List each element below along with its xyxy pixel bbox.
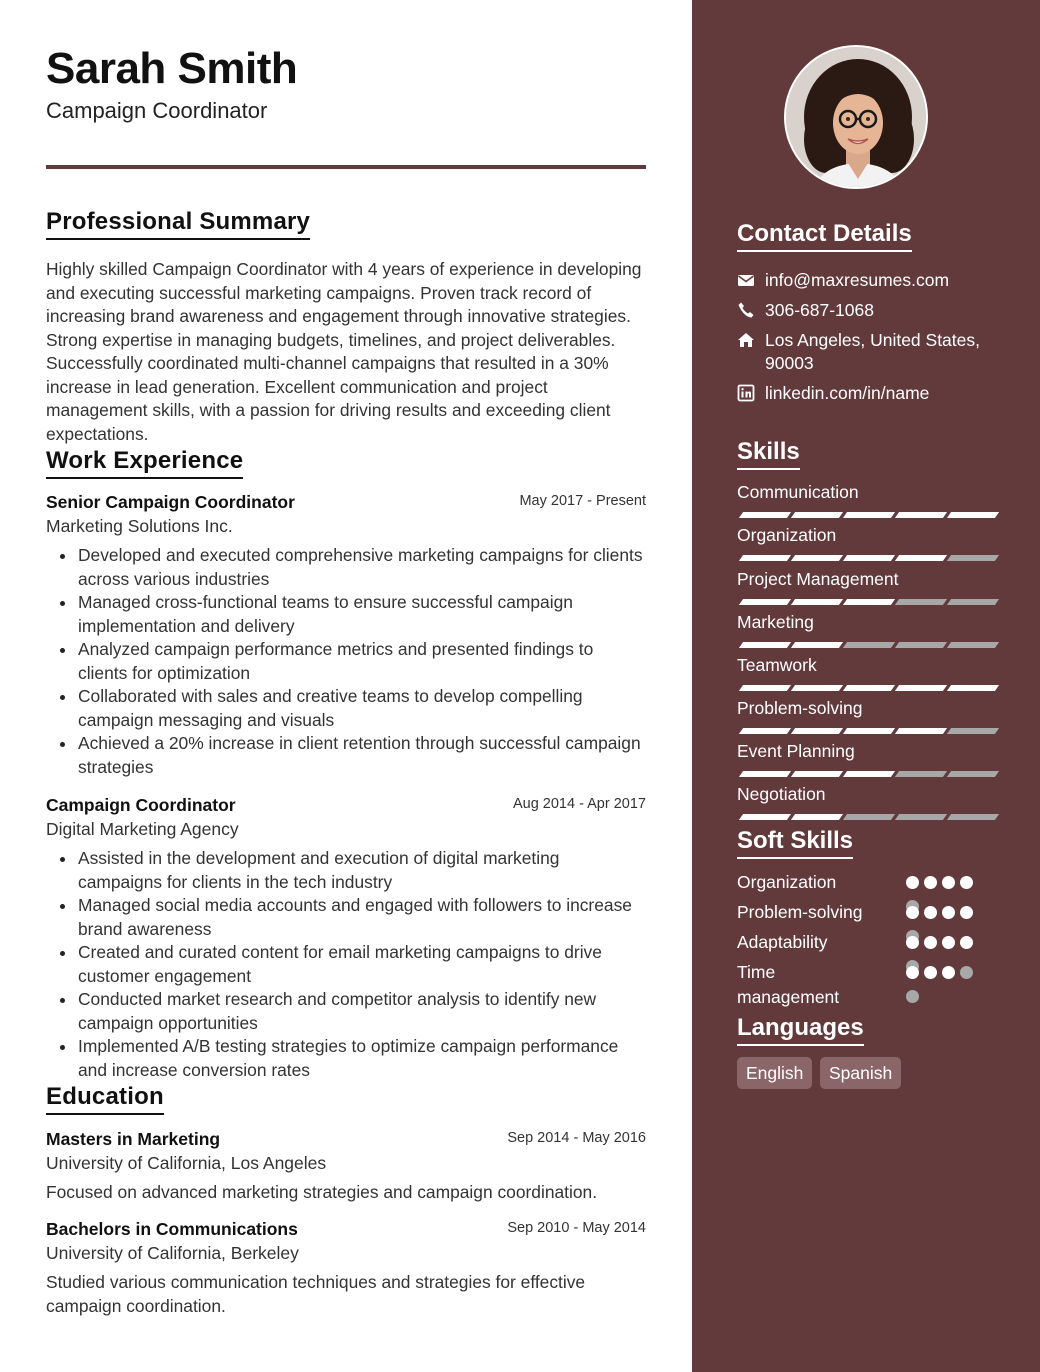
candidate-name: Sarah Smith <box>46 44 298 93</box>
linkedin-text[interactable]: linkedin.com/in/name <box>765 383 930 403</box>
skill-name: Project Management <box>737 569 899 589</box>
envelope-icon <box>737 271 755 289</box>
skill-name: Teamwork <box>737 655 817 675</box>
skill-segment-filled <box>895 728 947 734</box>
skill-segment-filled <box>739 814 791 820</box>
skill-segment-filled <box>843 555 895 561</box>
skill-segment-filled <box>739 642 791 648</box>
skill-segment-filled <box>739 555 791 561</box>
skill-level-bar <box>737 599 993 606</box>
rating-dot-filled <box>924 936 937 949</box>
skill-segment-filled <box>791 599 843 605</box>
candidate-title: Campaign Coordinator <box>46 98 268 123</box>
skill-segment-filled <box>791 771 843 777</box>
rating-dot-filled <box>942 876 955 889</box>
experience-item <box>46 492 646 779</box>
address-text: Los Angeles, United States, 90003 <box>765 330 980 373</box>
rating-dot-filled <box>942 936 955 949</box>
education-item <box>46 1129 646 1204</box>
skill-level-bar <box>737 512 993 519</box>
list-item: Developed and executed comprehensive marketing campaigns for clients across various industries <box>46 544 646 591</box>
rating-dot-filled <box>942 906 955 919</box>
rating-dot-empty <box>960 966 973 979</box>
rating-dot-filled <box>906 936 919 949</box>
skill-segment-empty <box>895 599 947 605</box>
summary-text: Highly skilled Campaign Coordinator with 4 years of experience in developing and executing successful marketing campaigns. Proven track record of increasing brand awareness and engagement through innovative strategies. Strong expertise in managing budgets, timelines, and project deliverables. Successfully coordinated multi-channel campaigns that resulted in a 30% increase in lead generation. Excellent communication and project management skills, with a passion for driving results and exceeding client expectations. <box>46 259 642 444</box>
skill-segment-filled <box>843 685 895 691</box>
rating-dot-filled <box>906 966 919 979</box>
skill-name: Event Planning <box>737 741 855 761</box>
skill-segment-empty <box>843 642 895 648</box>
degree-title: Bachelors in Communications <box>46 1219 298 1239</box>
skill-name: Organization <box>737 525 837 545</box>
list-item: Achieved a 20% increase in client retention through successful campaign strategies <box>46 732 646 779</box>
avatar <box>786 47 928 189</box>
skill-level-bar <box>737 642 993 649</box>
linkedin-icon <box>737 384 755 402</box>
skill-level-bar <box>737 814 993 821</box>
profile-photo <box>784 45 928 189</box>
rating-dot-filled <box>924 876 937 889</box>
language-tag: Spanish <box>820 1057 901 1089</box>
job-date: May 2017 - Present <box>519 493 646 509</box>
skill-segment-filled <box>791 814 843 820</box>
skill-segment-filled <box>791 728 843 734</box>
rating-dot-filled <box>906 876 919 889</box>
skill-segment-empty <box>947 642 999 648</box>
list-item: Managed social media accounts and engaged with followers to increase brand awareness <box>46 894 646 941</box>
job-company: Digital Marketing Agency <box>46 819 239 839</box>
skill-segment-filled <box>791 555 843 561</box>
soft-skill-name: Problem-solving <box>737 902 863 922</box>
job-title: Campaign Coordinator <box>46 795 236 815</box>
list-item: Collaborated with sales and creative teams to develop compelling campaign messaging and visuals <box>46 685 646 732</box>
skill-segment-empty <box>895 642 947 648</box>
experience-item <box>46 795 646 1082</box>
list-item: Implemented A/B testing strategies to optimize campaign performance and increase conversion rates <box>46 1035 646 1082</box>
job-date: Aug 2014 - Apr 2017 <box>512 796 646 812</box>
section-heading-soft-skills: Soft Skills <box>737 827 853 859</box>
education-date: Sep 2014 - May 2016 <box>507 1130 646 1146</box>
list-item: Created and curated content for email marketing campaigns to drive customer engagement <box>46 941 646 988</box>
skill-level-bar <box>737 771 993 778</box>
section-heading-languages: Languages <box>737 1014 864 1046</box>
skill-name: Negotiation <box>737 784 826 804</box>
phone-text: 306-687-1068 <box>765 300 874 320</box>
home-icon <box>737 331 755 349</box>
section-heading-experience: Work Experience <box>46 447 243 479</box>
list-item: Managed cross-functional teams to ensure successful campaign implementation and delivery <box>46 591 646 638</box>
skill-segment-filled <box>739 728 791 734</box>
rating-dot-filled <box>906 906 919 919</box>
skill-name: Communication <box>737 482 859 502</box>
rating-dot-filled <box>960 936 973 949</box>
skill-segment-filled <box>895 685 947 691</box>
skill-segment-filled <box>947 685 999 691</box>
skill-segment-empty <box>947 814 999 820</box>
education-description: Studied various communication techniques and strategies for effective campaign coordination. <box>46 1272 586 1316</box>
skill-segment-filled <box>947 512 999 518</box>
list-item: Analyzed campaign performance metrics and presented findings to clients for optimization <box>46 638 646 685</box>
section-heading-contact: Contact Details <box>737 220 912 252</box>
soft-skill-name: Time management <box>737 962 840 1007</box>
skill-segment-filled <box>895 512 947 518</box>
list-item: Conducted market research and competitor analysis to identify new campaign opportunities <box>46 988 646 1035</box>
skill-segment-empty <box>947 771 999 777</box>
job-bullets <box>46 847 646 1082</box>
rating-dot-filled <box>942 966 955 979</box>
rating-dot-filled <box>960 876 973 889</box>
skill-level-bar <box>737 555 993 562</box>
skill-segment-filled <box>791 642 843 648</box>
skill-segment-filled <box>843 728 895 734</box>
section-heading-skills: Skills <box>737 438 800 470</box>
skill-segment-filled <box>739 512 791 518</box>
skill-segment-filled <box>895 555 947 561</box>
rating-dot-filled <box>924 906 937 919</box>
skill-segment-filled <box>843 599 895 605</box>
skill-segment-filled <box>791 685 843 691</box>
contact-address <box>737 329 1007 377</box>
skill-segment-empty <box>895 771 947 777</box>
soft-skill-name: Organization <box>737 872 837 892</box>
skill-segment-filled <box>739 685 791 691</box>
education-item <box>46 1219 646 1318</box>
skill-name: Marketing <box>737 612 814 632</box>
skill-segment-empty <box>895 814 947 820</box>
section-heading-summary: Professional Summary <box>46 208 310 240</box>
skill-segment-filled <box>739 599 791 605</box>
education-description: Focused on advanced marketing strategies and campaign coordination. <box>46 1182 598 1202</box>
school-name: University of California, Los Angeles <box>46 1153 327 1173</box>
education-date: Sep 2010 - May 2014 <box>507 1220 646 1236</box>
degree-title: Masters in Marketing <box>46 1129 221 1149</box>
skill-level-bar <box>737 728 993 735</box>
rating-dot-filled <box>924 966 937 979</box>
skill-name: Problem-solving <box>737 698 863 718</box>
contact-phone <box>737 299 1007 323</box>
skill-level-bar <box>737 685 993 692</box>
soft-skill-name: Adaptability <box>737 932 828 952</box>
job-bullets <box>46 544 646 779</box>
skill-segment-empty <box>947 728 999 734</box>
skill-segment-filled <box>843 512 895 518</box>
contact-email <box>737 269 1007 293</box>
skill-segment-empty <box>947 555 999 561</box>
rating-dot-empty <box>906 990 919 1003</box>
school-name: University of California, Berkeley <box>46 1243 299 1263</box>
email-text[interactable]: info@maxresumes.com <box>765 270 950 290</box>
skill-segment-filled <box>791 512 843 518</box>
contact-linkedin <box>737 382 1007 406</box>
skill-segment-filled <box>843 771 895 777</box>
job-company: Marketing Solutions Inc. <box>46 516 233 536</box>
header-divider <box>46 165 646 169</box>
list-item: Assisted in the development and execution of digital marketing campaigns for clients in the tech industry <box>46 847 646 894</box>
section-heading-education: Education <box>46 1083 164 1115</box>
skill-segment-empty <box>843 814 895 820</box>
skill-segment-empty <box>947 599 999 605</box>
phone-icon <box>737 301 755 319</box>
skill-segment-filled <box>739 771 791 777</box>
rating-dot-filled <box>960 906 973 919</box>
language-tag: English <box>737 1057 812 1089</box>
job-title: Senior Campaign Coordinator <box>46 492 295 512</box>
